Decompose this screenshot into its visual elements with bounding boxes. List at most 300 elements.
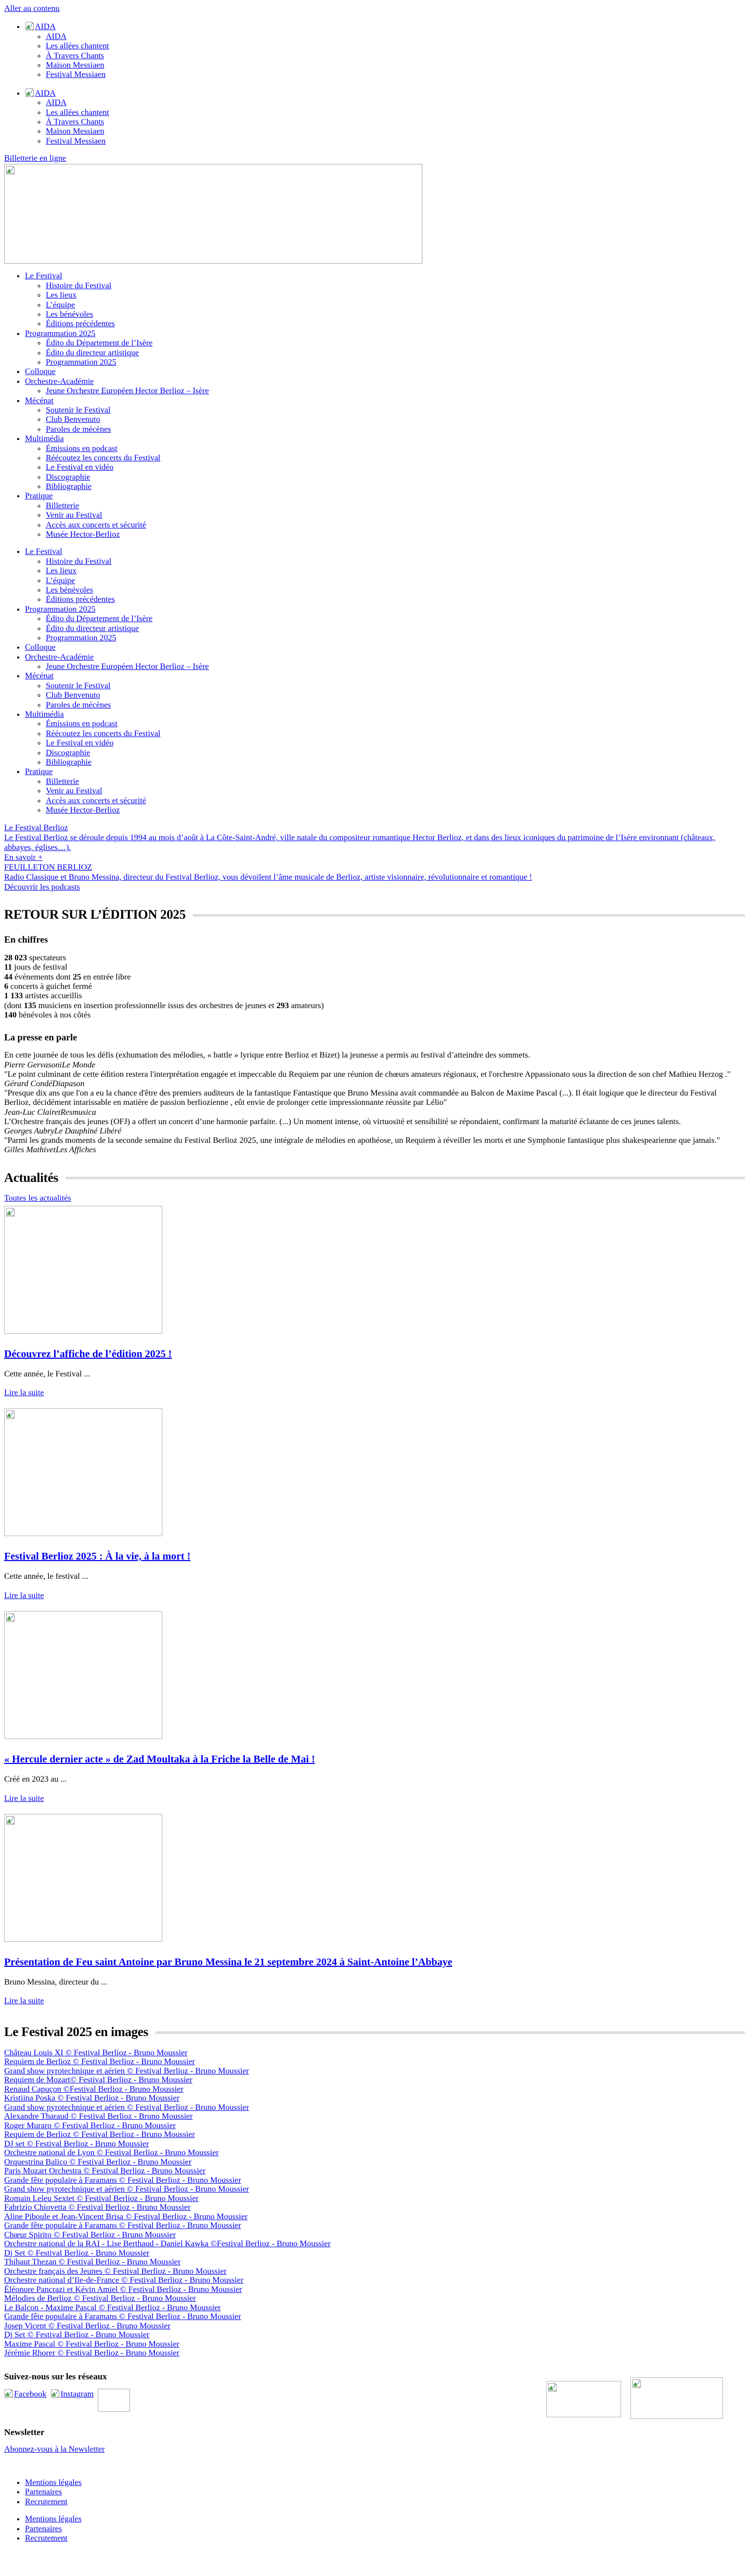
footer-nav-link[interactable]: Mentions légales <box>25 2515 82 2524</box>
main-subnav-item <box>46 691 745 700</box>
in-figures-heading: En chiffres <box>4 934 48 945</box>
aida-subnav-item <box>46 118 745 127</box>
gallery-row <box>4 2285 745 2295</box>
main-subnav-link[interactable]: Discographie <box>46 472 91 482</box>
stat-text: événements dont <box>12 972 73 982</box>
gallery-row <box>4 2212 745 2222</box>
footer-nav-item <box>25 2497 745 2507</box>
news-card-title-link[interactable]: Festival Berlioz 2025 : À la vie, à la mort ! <box>4 1551 191 1563</box>
main-nav-link[interactable]: Multimédia <box>25 710 64 719</box>
footer-nav-link[interactable]: Partenaires <box>25 2524 62 2533</box>
main-subnav-item <box>46 339 745 348</box>
main-subnav-item <box>46 557 745 566</box>
main-nav-item <box>25 672 745 710</box>
main-subnav-link[interactable]: Programmation 2025 <box>46 633 117 642</box>
main-subnav-item <box>46 281 745 291</box>
gallery-image-link[interactable]: Orquestrina Balico © Festival Berlioz - Bruno Moussier <box>4 2157 192 2167</box>
broken-image-icon <box>25 88 34 98</box>
main-subnav-link[interactable]: Le Festival en vidéo <box>46 739 114 748</box>
press-quote-author: Georges AubryLe Dauphiné Libéré <box>4 1126 122 1136</box>
main-nav-item <box>25 377 745 396</box>
feuilleton-description-link[interactable]: Radio Classique et Bruno Messina, directeur du Festival Berlioz, vous dévoilent l’âme musicale de Berlioz, artiste visionnaire, révolutionnaire et romantique ! <box>4 873 532 882</box>
main-subnav-item <box>46 415 745 424</box>
main-subnav-link[interactable]: Les lieux <box>46 566 77 576</box>
main-nav-item <box>25 653 745 672</box>
main-subnav-item <box>46 406 745 415</box>
main-subnav-item <box>46 787 745 796</box>
gallery-row <box>4 2276 745 2285</box>
aida-subnav-link[interactable]: À Travers Chants <box>46 117 105 126</box>
main-subnav-link[interactable]: Venir au Festival <box>46 787 102 796</box>
gallery-image-link[interactable]: Le Balcon - Maxime Pascal © Festival Berlioz - Bruno Moussier <box>4 2303 221 2312</box>
main-subnav-item <box>46 624 745 634</box>
news-card-title-link[interactable]: Présentation de Feu saint Antoine par Bruno Messina le 21 septembre 2024 à Saint-Antoine l’Abbaye <box>4 1956 453 1968</box>
main-subnav-item <box>46 576 745 586</box>
main-nav-item <box>25 643 745 652</box>
aida-subnav-link[interactable]: Les allées chantent <box>46 42 109 51</box>
main-subnav-link[interactable]: Soutenir le Festival <box>46 681 111 690</box>
aida-subnav-link[interactable]: Maison Messiaen <box>46 60 105 70</box>
online-ticketing-link[interactable]: Billetterie en ligne <box>4 154 67 163</box>
newsletter-subscribe-link[interactable]: Abonnez-vous à la Newsletter <box>4 2444 105 2454</box>
all-news-row <box>4 1194 745 1203</box>
gallery-image-link[interactable]: Grande fête populaire à Faramans © Festival Berlioz - Bruno Moussier <box>4 2312 241 2322</box>
main-subnav-link[interactable]: Accès aux concerts et sécurité <box>46 520 146 530</box>
gallery-row <box>4 2067 745 2076</box>
main-subnav-item <box>46 719 745 729</box>
main-subnav-link[interactable]: Accès aux concerts et sécurité <box>46 796 146 805</box>
main-subnav-link[interactable]: Musée Hector-Berlioz <box>46 530 120 539</box>
ticketing-widget-frame[interactable] <box>4 164 422 264</box>
aida-subnav-item <box>46 98 745 108</box>
gallery-row <box>4 2176 745 2185</box>
news-card-image[interactable] <box>4 1814 162 1942</box>
news-card-image[interactable] <box>4 1611 162 1739</box>
gallery-row <box>4 2121 745 2131</box>
aida-subnav-item <box>46 61 745 70</box>
gallery-row <box>4 2094 745 2103</box>
main-subnav-link[interactable]: Émissions en podcast <box>46 719 118 729</box>
news-card-image[interactable] <box>4 1206 162 1334</box>
press-quote-text: L’Orchestre français des jeunes (OFJ) a offert un concert d’une harmonie parfaite. (...) Un moment intense, où virtuosité et sensibilité se répondaient, confirmant la maturité éclatante de ces jeunes talents. <box>4 1117 681 1126</box>
news-card <box>4 1814 745 2010</box>
main-subnav-item <box>46 777 745 787</box>
footer-nav <box>4 2515 745 2543</box>
news-card-excerpt: Cette année, le festival ... <box>4 1572 88 1581</box>
main-subnav-link[interactable]: Musée Hector-Berlioz <box>46 805 120 815</box>
more-info-link[interactable]: En savoir + <box>4 853 43 862</box>
gallery-image-link[interactable]: Chœur Spirito © Festival Berlioz - Bruno Moussier <box>4 2230 176 2239</box>
main-subnav-item <box>46 291 745 300</box>
broken-image-icon <box>50 2389 60 2399</box>
stat-number: 28 023 <box>4 953 27 962</box>
main-subnav <box>25 662 745 672</box>
main-subnav-link[interactable]: Bibliographie <box>46 758 92 767</box>
main-subnav-item <box>46 614 745 624</box>
gallery-row <box>4 2194 745 2204</box>
news-card <box>4 1206 745 1401</box>
main-subnav-link[interactable]: Réécoutez les concerts du Festival <box>46 453 161 462</box>
main-subnav-link[interactable]: Les lieux <box>46 291 77 300</box>
main-subnav-link[interactable]: Éditions précédentes <box>46 595 115 604</box>
gallery-image-link[interactable]: Requiem de Berlioz © Festival Berlioz - Bruno Moussier <box>4 2130 195 2140</box>
broken-image-icon <box>4 2389 14 2399</box>
main-nav-link[interactable]: Orchestre-Académie <box>25 652 94 662</box>
main-subnav-item <box>46 482 745 492</box>
aida-subnav-item <box>46 70 745 80</box>
main-subnav-item <box>46 729 745 739</box>
aida-home-label: AIDA <box>35 88 56 98</box>
main-subnav-item <box>46 749 745 758</box>
main-nav-link[interactable]: Orchestre-Académie <box>25 377 94 386</box>
social-link-label: Facebook <box>14 2390 47 2399</box>
gallery-row <box>4 2322 745 2331</box>
read-more-link[interactable]: Lire la suite <box>4 1388 44 1398</box>
main-subnav-link[interactable]: Édito du Département de l’Isère <box>46 339 153 348</box>
main-subnav-link[interactable]: Bibliographie <box>46 482 92 492</box>
section-heading-edition-2025 <box>4 908 745 923</box>
aida-nav <box>4 21 745 80</box>
main-subnav-item <box>46 463 745 472</box>
main-subnav-link[interactable]: Éditions précédentes <box>46 319 115 329</box>
main-nav-link[interactable]: Le Festival <box>25 272 62 281</box>
gallery-row <box>4 2140 745 2149</box>
main-subnav-link[interactable]: Billetterie <box>46 777 79 786</box>
main-subnav-item <box>46 586 745 595</box>
main-subnav-link[interactable]: Histoire du Festival <box>46 557 112 566</box>
main-subnav-link[interactable]: Émissions en podcast <box>46 444 118 453</box>
main-nav-link[interactable]: Multimédia <box>25 434 64 444</box>
gallery-image-link[interactable]: Château Louis XI © Festival Berlioz - Bruno Moussier <box>4 2048 188 2057</box>
broken-image-icon <box>632 2379 641 2389</box>
gallery-image-link[interactable]: Grand show pyrotechnique et aérien © Festival Berlioz - Bruno Moussier <box>4 2066 249 2076</box>
gallery-image-link[interactable]: Jérémie Rhorer © Festival Berlioz - Bruno Moussier <box>4 2349 179 2358</box>
main-subnav <box>25 387 745 396</box>
news-card-image[interactable] <box>4 1408 162 1536</box>
main-subnav-link[interactable]: Histoire du Festival <box>46 281 112 290</box>
gallery-image-link[interactable]: Renaud Capuçon ©Festival Berlioz - Bruno Moussier <box>4 2084 184 2094</box>
all-news-link[interactable]: Toutes les actualités <box>4 1194 71 1203</box>
main-subnav <box>25 406 745 434</box>
main-subnav-link[interactable]: Club Benvenuto <box>46 415 100 424</box>
main-nav-link[interactable]: Le Festival <box>25 547 62 557</box>
main-nav-item <box>25 434 745 492</box>
main-nav-item <box>25 272 745 329</box>
stat-number: 44 <box>4 972 12 982</box>
gallery-row <box>4 2294 745 2303</box>
stat-line <box>4 1011 745 1020</box>
gallery-row <box>4 2312 745 2322</box>
gallery-image-link[interactable]: Paris Mozart Orchestra © Festival Berlioz - Bruno Moussier <box>4 2167 206 2176</box>
aida-subnav-link[interactable]: Festival Messiaen <box>46 136 106 146</box>
footer-nav-link[interactable]: Partenaires <box>25 2488 62 2497</box>
main-nav-link[interactable]: Pratique <box>25 767 53 777</box>
skip-to-content-link[interactable]: Aller au contenu <box>4 4 60 13</box>
gallery-image-link[interactable]: Grande fête populaire à Faramans © Festival Berlioz - Bruno Moussier <box>4 2221 241 2231</box>
main-subnav-link[interactable]: Les bénévoles <box>46 585 94 595</box>
press-quotes <box>4 1051 745 1155</box>
main-subnav-link[interactable]: Discographie <box>46 748 91 757</box>
festival-berlioz-link[interactable]: Le Festival Berlioz <box>4 823 68 833</box>
main-nav-link[interactable]: Mécénat <box>25 396 54 405</box>
social-link-facebook[interactable] <box>4 2389 46 2399</box>
stat-number: 1 133 <box>4 991 23 1001</box>
intro-section <box>4 823 745 892</box>
gallery-image-link[interactable]: Requiem de Mozart© Festival Berlioz - Bruno Moussier <box>4 2076 192 2085</box>
stat-text: bénévoles à nos côtés <box>17 1011 91 1020</box>
aida-subnav-item <box>46 137 745 146</box>
press-quote-author: Pierre GervasoniLe Monde <box>4 1060 96 1070</box>
news-card-title-link[interactable]: « Hercule dernier acte » de Zad Moultaka à la Friche la Belle de Mai ! <box>4 1754 315 1766</box>
main-subnav-link[interactable]: Venir au Festival <box>46 511 102 520</box>
gallery-image-link[interactable]: Orchestre français des Jeunes © Festival Berlioz - Bruno Moussier <box>4 2266 227 2276</box>
main-nav-link[interactable]: Pratique <box>25 492 53 501</box>
section-heading-text: Le Festival 2025 en images <box>4 2025 148 2039</box>
main-nav-item <box>25 547 745 604</box>
news-card-title-link[interactable]: Découvrez l’affiche de l’édition 2025 ! <box>4 1348 172 1360</box>
aida-subnav-item <box>46 108 745 118</box>
feuilleton-berlioz-link[interactable]: FEUILLETON BERLIOZ <box>4 863 93 872</box>
main-subnav-item <box>46 358 745 367</box>
gallery-row <box>4 2249 745 2258</box>
gallery-row <box>4 2185 745 2194</box>
aida-home-link[interactable] <box>25 89 56 98</box>
main-subnav-item <box>46 796 745 806</box>
discover-podcasts-link[interactable]: Découvrir les podcasts <box>4 883 80 892</box>
gallery-image-link[interactable]: Orchestre national de la RAI - Lise Berthaud - Daniel Kawka ©Festival Berlioz - Bruno Moussier <box>4 2239 331 2249</box>
aida-subnav-link[interactable]: Festival Messiaen <box>46 70 106 80</box>
aida-subnav <box>25 98 745 146</box>
ticketing-row <box>4 154 745 163</box>
partner-logo-image <box>546 2381 621 2417</box>
gallery-image-link[interactable]: Mélodies de Berlioz © Festival Berlioz - Bruno Moussier <box>4 2294 196 2303</box>
stat-line <box>4 982 745 991</box>
gallery-image-link[interactable]: Aline Piboule et Jean-Vincent Brisa © Festival Berlioz - Bruno Moussier <box>4 2212 248 2221</box>
press-quote-text: "Presque dix ans que l'on a eu la chance d'être des premiers auditeurs de la fantastique Fantastique que Bruno Messina avait commandée au Balcon de Maxime Pascal (...). Il était logique que le directeur du Festival Berlioz, décidément intarissable en matière de passion berliozienne , eût envie de prolonger cette impressionnante réussite par Lélio" <box>4 1089 717 1107</box>
main-nav-link[interactable]: Colloque <box>25 367 56 377</box>
section-heading-gallery <box>4 2025 745 2040</box>
aida-subnav-item <box>46 32 745 42</box>
stat-text: jours de festival <box>12 963 68 972</box>
main-subnav-link[interactable]: Billetterie <box>46 501 79 510</box>
gallery-row <box>4 2239 745 2249</box>
main-subnav-link[interactable]: Jeune Orchestre Européen Hector Berlioz – Isère <box>46 662 209 672</box>
main-subnav-item <box>46 521 745 530</box>
press-quote-author: Jean-Luc ClairetResmusica <box>4 1107 96 1117</box>
stat-number: 140 <box>4 1011 17 1020</box>
stat-line <box>4 991 745 1001</box>
aida-subnav-item <box>46 42 745 51</box>
stat-number: 6 <box>4 982 8 991</box>
gallery-row <box>4 2231 745 2240</box>
broken-image-icon <box>548 2382 557 2392</box>
main-subnav <box>25 681 745 710</box>
gallery-row <box>4 2340 745 2349</box>
main-nav-item <box>25 329 745 368</box>
gallery-image-link[interactable]: Grande fête populaire à Faramans © Festival Berlioz - Bruno Moussier <box>4 2175 241 2185</box>
broken-image-icon <box>6 1613 15 1622</box>
gallery-row <box>4 2203 745 2212</box>
gallery-row <box>4 2148 745 2158</box>
aida-subnav-link[interactable]: AIDA <box>46 32 67 41</box>
aida-subnav-link[interactable]: À Travers Chants <box>46 51 105 60</box>
main-subnav-link[interactable]: Réécoutez les concerts du Festival <box>46 729 161 738</box>
broken-image-icon <box>6 1207 15 1217</box>
gallery-image-link[interactable]: Orchestre national d’Ile-de-France © Festival Berlioz - Bruno Moussier <box>4 2276 244 2285</box>
figures-list <box>4 954 745 1021</box>
main-nav-link[interactable]: Colloque <box>25 643 56 652</box>
stat-line <box>4 963 745 972</box>
gallery-row <box>4 2349 745 2358</box>
news-cards <box>4 1206 745 2010</box>
news-card-title <box>4 1754 745 1766</box>
festival-description-link[interactable]: Le Festival Berlioz se déroule depuis 1994 au mois d’août à La Côte-Saint-André, ville natale du compositeur romantique Hector Berlioz, et dans des lieux iconiques du patrimoine de l’Isère environnant (châteaux, abbayes, églises…). <box>4 833 716 853</box>
gallery-image-link[interactable]: Alexandre Tharaud © Festival Berlioz - Bruno Moussier <box>4 2112 193 2121</box>
main-subnav-link[interactable]: L’équipe <box>46 300 75 310</box>
news-card-excerpt: Cette année, le Festival ... <box>4 1369 91 1379</box>
news-card <box>4 1408 745 1604</box>
main-subnav-item <box>46 425 745 434</box>
gallery-image-link[interactable]: Orchestre national de Lyon © Festival Berlioz - Bruno Moussier <box>4 2148 219 2158</box>
main-subnav-link[interactable]: Le Festival en vidéo <box>46 463 114 472</box>
main-subnav-link[interactable]: L’équipe <box>46 576 75 585</box>
broken-image-icon <box>6 165 15 175</box>
main-subnav-item <box>46 739 745 748</box>
footer-nav-link[interactable]: Recrutement <box>25 2534 68 2543</box>
main-subnav-link[interactable]: Édito du directeur artistique <box>46 624 139 633</box>
gallery-row <box>4 2057 745 2067</box>
gallery-row <box>4 2303 745 2313</box>
gallery-image-link[interactable]: Fabrizio Chiovetta © Festival Berlioz - Bruno Moussier <box>4 2203 191 2212</box>
main-subnav <box>25 501 745 540</box>
main-nav-item <box>25 492 745 539</box>
aida-nav <box>4 88 745 146</box>
main-subnav-link[interactable]: Jeune Orchestre Européen Hector Berlioz – Isère <box>46 387 209 396</box>
main-subnav-item <box>46 566 745 576</box>
heading-rule <box>66 1177 745 1179</box>
social-link-instagram[interactable] <box>50 2389 94 2399</box>
main-subnav-link[interactable]: Club Benvenuto <box>46 691 100 700</box>
main-subnav-item <box>46 501 745 511</box>
footer-nav-item <box>25 2534 745 2543</box>
heading-rule <box>156 2031 745 2034</box>
main-subnav-link[interactable]: Soutenir le Festival <box>46 405 111 415</box>
gallery-row <box>4 2112 745 2121</box>
main-subnav-item <box>46 662 745 672</box>
gallery-row <box>4 2330 745 2340</box>
broken-image-icon <box>6 1410 15 1420</box>
news-card-title <box>4 1956 745 1968</box>
main-subnav <box>25 777 745 816</box>
gallery-image-link[interactable]: Requiem de Berlioz © Festival Berlioz - Bruno Moussier <box>4 2057 195 2067</box>
main-subnav-item <box>46 444 745 454</box>
main-subnav-link[interactable]: Paroles de mécènes <box>46 424 111 434</box>
gallery-row <box>4 2267 745 2276</box>
main-subnav-link[interactable]: Paroles de mécènes <box>46 700 111 710</box>
main-subnav-item <box>46 758 745 767</box>
main-nav <box>4 547 745 815</box>
main-nav-link[interactable]: Programmation 2025 <box>25 604 96 614</box>
read-more-link[interactable]: Lire la suite <box>4 1794 44 1803</box>
main-nav-item <box>25 396 745 435</box>
main-nav-item <box>25 767 745 815</box>
broken-image-icon <box>6 1815 15 1825</box>
press-quote-author: Gilles MathivetLes Affiches <box>4 1145 96 1155</box>
press-heading: La presse en parle <box>4 1032 78 1042</box>
aida-subnav-link[interactable]: AIDA <box>46 98 67 108</box>
gallery-image-link[interactable]: Grand show pyrotechnique et aérien © Festival Berlioz - Bruno Moussier <box>4 2185 249 2194</box>
gallery-image-link[interactable]: Grand show pyrotechnique et aérien © Festival Berlioz - Bruno Moussier <box>4 2103 249 2112</box>
news-card <box>4 1611 745 1807</box>
gallery-image-link[interactable]: Dj Set © Festival Berlioz - Bruno Moussier <box>4 2330 150 2340</box>
main-subnav-link[interactable]: Édito du Département de l’Isère <box>46 614 153 624</box>
main-subnav <box>25 339 745 367</box>
skip-link-row <box>4 4 745 14</box>
aida-subnav-item <box>46 127 745 136</box>
gallery-image-link[interactable]: Roger Muraro © Festival Berlioz - Bruno Moussier <box>4 2121 176 2130</box>
gallery-image-link[interactable]: Maxime Pascal © Festival Berlioz - Bruno Moussier <box>4 2339 179 2349</box>
gallery-image-link[interactable]: Dj Set © Festival Berlioz - Bruno Moussier <box>4 2248 150 2258</box>
broken-image-icon <box>25 21 34 31</box>
footer-nav-link[interactable]: Recrutement <box>25 2497 68 2506</box>
aida-subnav-link[interactable]: Maison Messiaen <box>46 127 105 136</box>
footer-nav-item <box>25 2515 745 2524</box>
main-subnav <box>25 614 745 643</box>
main-subnav-link[interactable]: Les bénévoles <box>46 310 94 319</box>
press-quote-text: En cette journée de tous les défis (exhumation des mélodies, « battle » lyrique entre Berlioz et Bizet) la jeunesse a permis au festival d’atteindre des sommets. <box>4 1051 531 1060</box>
read-more-link[interactable]: Lire la suite <box>4 1591 44 1600</box>
main-nav-item <box>25 605 745 643</box>
main-nav-link[interactable]: Mécénat <box>25 672 54 681</box>
stat-number: 11 <box>4 963 12 972</box>
stat-number: 293 <box>276 1001 289 1010</box>
aida-home-link[interactable] <box>25 22 56 31</box>
gallery-row <box>4 2085 745 2094</box>
main-subnav-item <box>46 454 745 463</box>
main-subnav-item <box>46 806 745 815</box>
stat-number: 135 <box>23 1001 36 1010</box>
gallery-image-link[interactable]: Romain Leleu Sextet © Festival Berlioz - Bruno Moussier <box>4 2194 199 2203</box>
stat-text: concerts à guichet fermé <box>8 982 92 991</box>
main-subnav-item <box>46 349 745 358</box>
main-subnav-link[interactable]: Programmation 2025 <box>46 357 117 367</box>
gallery-image-link[interactable]: DJ set © Festival Berlioz - Bruno Moussier <box>4 2139 149 2148</box>
gallery-row <box>4 2103 745 2113</box>
gallery-image-link[interactable]: Josep Vicent © Festival Berlioz - Bruno Moussier <box>4 2321 171 2330</box>
heading-rule <box>193 914 745 917</box>
gallery-image-link[interactable]: Thibaut Thezan © Festival Berlioz - Bruno Moussier <box>4 2258 181 2267</box>
footer-nav <box>4 2478 745 2507</box>
main-subnav-item <box>46 511 745 520</box>
main-subnav-item <box>46 387 745 396</box>
main-subnav-link[interactable]: Édito du directeur artistique <box>46 348 139 357</box>
read-more-link[interactable]: Lire la suite <box>4 1997 44 2006</box>
news-card-excerpt: Bruno Messina, directeur du ... <box>4 1978 108 1987</box>
main-subnav-item <box>46 681 745 691</box>
main-subnav-item <box>46 310 745 319</box>
aida-subnav-link[interactable]: Les allées chantent <box>46 108 109 117</box>
stat-number: 25 <box>72 972 81 982</box>
gallery-image-link[interactable]: Kristiina Poska © Festival Berlioz - Bruno Moussier <box>4 2094 180 2103</box>
news-card-title <box>4 1348 745 1360</box>
main-subnav-item <box>46 319 745 329</box>
main-nav-link[interactable]: Programmation 2025 <box>25 329 96 338</box>
gallery-row <box>4 2130 745 2140</box>
gallery-image-link[interactable]: Éléonore Pancrazi et Kévin Amiel © Festival Berlioz - Bruno Moussier <box>4 2285 242 2294</box>
main-subnav-item <box>46 634 745 643</box>
main-subnav-item <box>46 530 745 539</box>
footer-nav-link[interactable]: Mentions légales <box>25 2478 82 2488</box>
